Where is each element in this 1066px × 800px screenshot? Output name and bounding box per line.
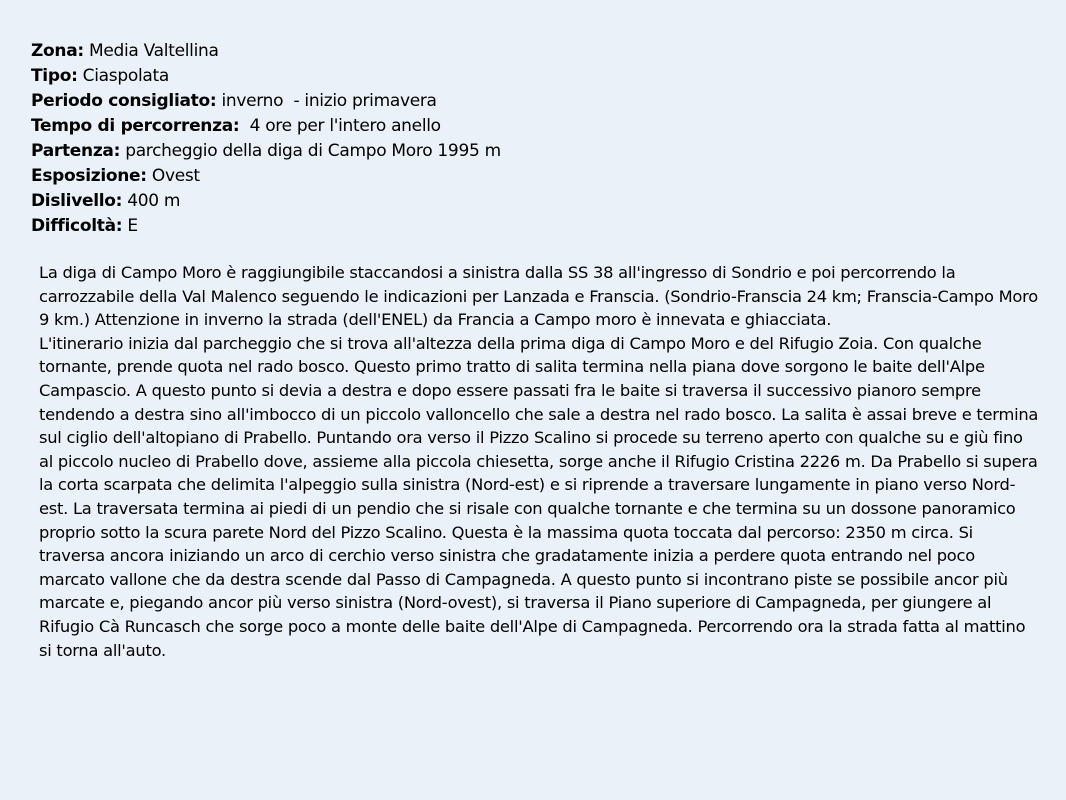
- info-row-dislivello: [31, 189, 501, 214]
- info-value: parcheggio della diga di Campo Moro 1995 m: [120, 141, 501, 161]
- info-value: inverno - inizio primavera: [216, 91, 437, 111]
- info-row-difficolta: [31, 214, 501, 239]
- info-label: Difficoltà:: [31, 216, 123, 236]
- info-value: 400 m: [122, 191, 181, 211]
- info-value: Ovest: [146, 166, 200, 186]
- info-label: Periodo consigliato:: [31, 91, 217, 111]
- route-info-list: [31, 39, 501, 239]
- info-label: Tempo di percorrenza:: [31, 116, 240, 136]
- info-label: Esposizione:: [31, 166, 147, 186]
- info-label: Partenza:: [31, 141, 121, 161]
- info-value: Media Valtellina: [83, 41, 219, 61]
- info-value: E: [122, 216, 138, 236]
- info-value: 4 ore per l'intero anello: [239, 116, 441, 136]
- info-label: Zona:: [31, 41, 84, 61]
- access-paragraph: La diga di Campo Moro è raggiungibile staccandosi a sinistra dalla SS 38 all'ingresso di Sondrio e poi percorrendo la carrozzabile della Val Malenco seguendo le indicazioni per Lanzada e Franscia. (Sondrio-Franscia 24 km; Franscia-Campo Moro 9 km.) Attenzione in inverno la strada (dell'ENEL) da Francia a Campo moro è innevata e ghiacciata.: [39, 263, 1038, 330]
- info-row-partenza: [31, 139, 501, 164]
- route-description: [39, 261, 1039, 662]
- info-row-tipo: [31, 64, 501, 89]
- info-row-periodo: [31, 89, 501, 114]
- info-row-tempo: [31, 114, 501, 139]
- info-label: Dislivello:: [31, 191, 123, 211]
- info-label: Tipo:: [31, 66, 78, 86]
- info-row-esposizione: [31, 164, 501, 189]
- info-value: Ciaspolata: [77, 66, 169, 86]
- itinerary-paragraph: L'itinerario inizia dal parcheggio che si trova all'altezza della prima diga di Campo Moro e del Rifugio Zoia. Con qualche tornante, prende quota nel rado bosco. Questo primo tratto di salita termina nella piana dove sorgono le baite dell'Alpe Campascio. A questo punto si devia a destra e dopo essere passati fra le baite si traversa il successivo pianoro sempre tendendo a destra sino all'imbocco di un piccolo valloncello che sale a destra nel rado bosco. La salita è assai breve e termina sul ciglio dell'altopiano di Prabello. Puntando ora verso il Pizzo Scalino si procede su terreno aperto con qualche su e giù fino al piccolo nucleo di Prabello dove, assieme alla piccola chiesetta, sorge anche il Rifugio Cristina 2226 m. Da Prabello si supera la corta scarpata che delimita l'alpeggio sulla sinistra (Nord-est) e si riprende a traversare lungamente in piano verso Nord-est. La traversata termina ai piedi di un pendio che si risale con qualche tornante e che termina su un dossone panoramico proprio sotto la scura parete Nord del Pizzo Scalino. Questa è la massima quota toccata dal percorso: 2350 m circa. Si traversa ancora iniziando un arco di cerchio verso sinistra che gradatamente inizia a perdere quota entrando nel poco marcato vallone che da destra scende dal Passo di Campagneda. A questo punto si incontrano piste se possibile ancor più marcate e, piegando ancor più verso sinistra (Nord-ovest), si traversa il Piano superiore di Campagneda, per giungere al Rifugio Cà Runcasch che sorge poco a monte delle baite dell'Alpe di Campagneda. Percorrendo ora la strada fatta al mattino si torna all'auto.: [39, 333, 1039, 660]
- info-row-zona: [31, 39, 501, 64]
